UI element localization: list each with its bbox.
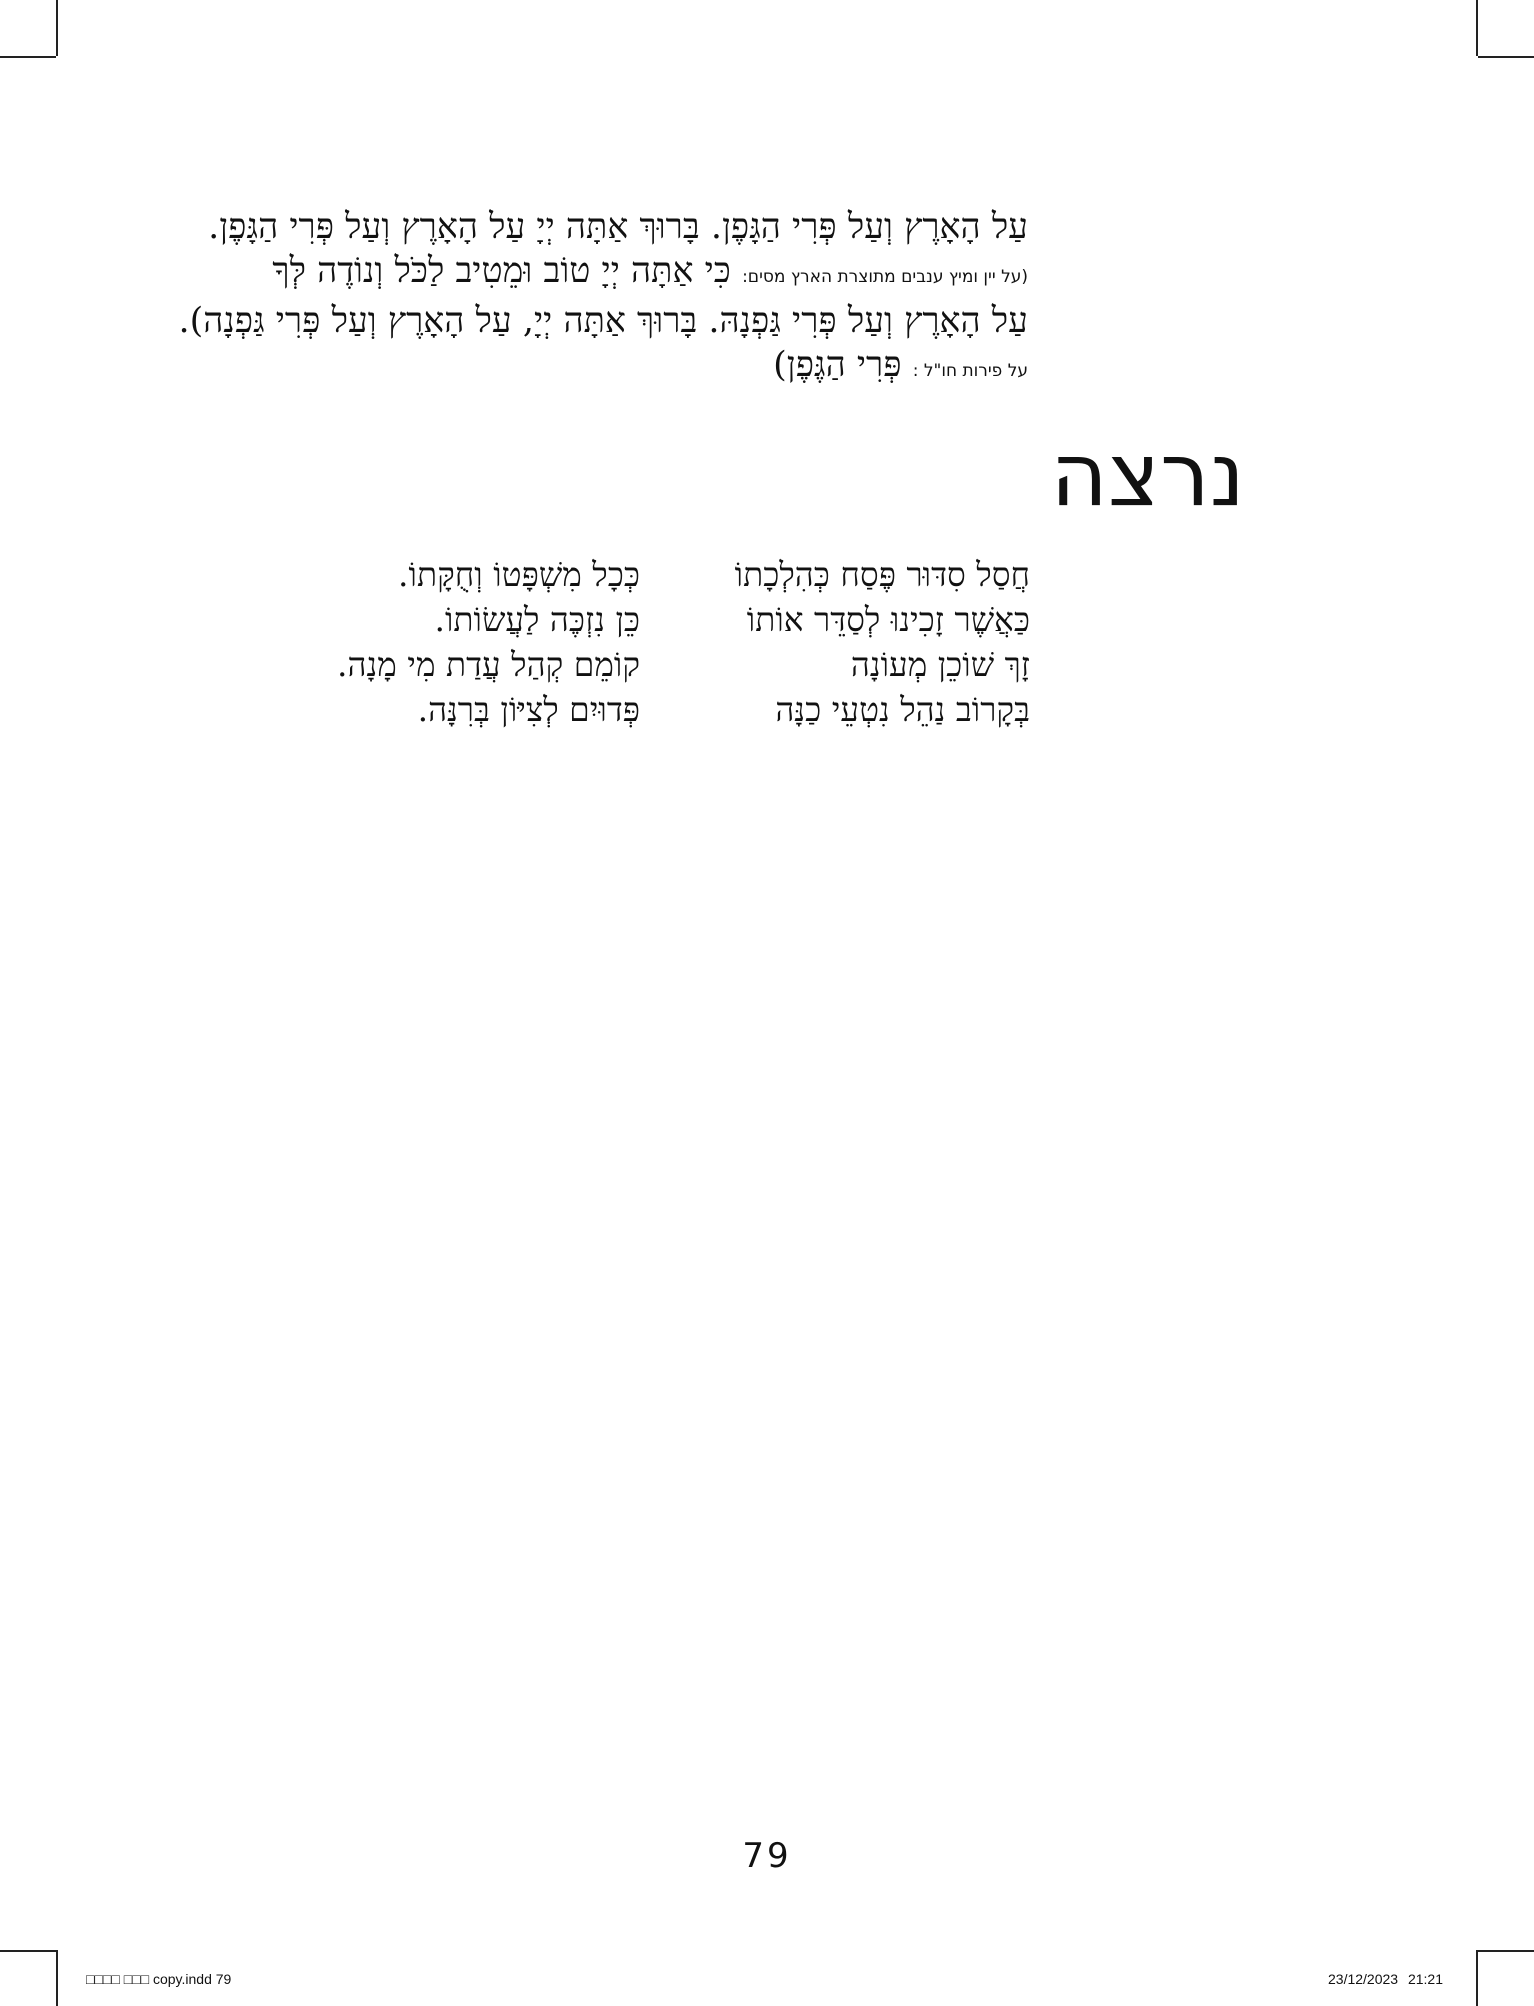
section-title: נרצה: [1050, 423, 1245, 526]
blessing-line-3: עַל הָאָרֶץ וְעַל פְּרִי גַּפְנָהּ. בָּרוּךְ אַתָּה יְיָ, עַל הָאָרֶץ וְעַל פְּרִי גַּפְנָה).: [178, 301, 1028, 341]
footer-file-name: □□□□ □□□ copy.indd 79: [86, 1971, 232, 1987]
blessing-line-4-text: פְּרִי הַגֶּפֶן): [773, 345, 902, 385]
poem-line: כַּאֲשֶׁר זָכִינוּ לְסַדֵּר אוֹתוֹ: [746, 600, 1030, 639]
crop-mark-bottom-left-h: [0, 1950, 56, 1952]
blessing-line-4: [170, 343, 1028, 393]
blessing-note-wine: (על יין ומיץ ענבים מתוצרת הארץ מסים:: [742, 267, 1028, 287]
footer-timestamp: [1328, 1971, 1443, 1987]
poem-line: בְּקָרוֹב נַהֵל נִטְעֵי כַנָּה: [775, 690, 1030, 729]
poem-line: פְּדוּיִם לְצִיּוֹן בְּרִנָּה.: [417, 690, 640, 729]
poem-line: זָךְ שׁוֹכֵן מְעוֹנָה: [850, 645, 1030, 684]
blessing-line-2: [170, 249, 1028, 299]
crop-mark-top-left-h: [0, 56, 56, 58]
poem-line: כְּכָל מִשְׁפָּטוֹ וְחֻקָּתוֹ.: [398, 555, 640, 594]
poem-line: קוֹמֵם קְהַל עֲדַת מִי מָנָה.: [337, 645, 640, 684]
poem-line: חֲסַל סִדּוּר פֶּסַח כְּהִלְכָתוֹ: [734, 555, 1030, 594]
crop-mark-top-left: [56, 0, 58, 56]
footer-time: 21:21: [1407, 1971, 1444, 1987]
crop-mark-top-right-h: [1478, 56, 1534, 58]
poem-line: כֵּן נִזְכֶּה לַעֲשׂוֹתוֹ.: [434, 600, 640, 639]
poem: [300, 552, 1030, 732]
blessing-line-2-text: כִּי אַתָּה יְיָ טוֹב וּמֵטִיב לַכֹּל וְנוֹדֶה לְּךָ: [272, 251, 731, 291]
crop-mark-bottom-right-h: [1478, 1950, 1534, 1952]
crop-mark-bottom-left: [56, 1950, 58, 2006]
blessing-note-fruit: על פירות חו"ל :: [912, 361, 1028, 381]
crop-mark-bottom-right: [1476, 1950, 1478, 2006]
crop-mark-top-right: [1476, 0, 1478, 56]
blessing-line-1: עַל הָאָרֶץ וְעַל פְּרִי הַגָּפֶן. בָּרוּךְ אַתָּה יְיָ עַל הָאָרֶץ וְעַל פְּרִי הַגָּפֶן.: [208, 207, 1028, 247]
footer-date: 23/12/2023: [1328, 1971, 1399, 1987]
blessing-block: [170, 205, 1028, 393]
page-number: 79: [742, 1836, 792, 1876]
poem-column-right: [670, 552, 1030, 732]
poem-column-left: [300, 552, 640, 732]
